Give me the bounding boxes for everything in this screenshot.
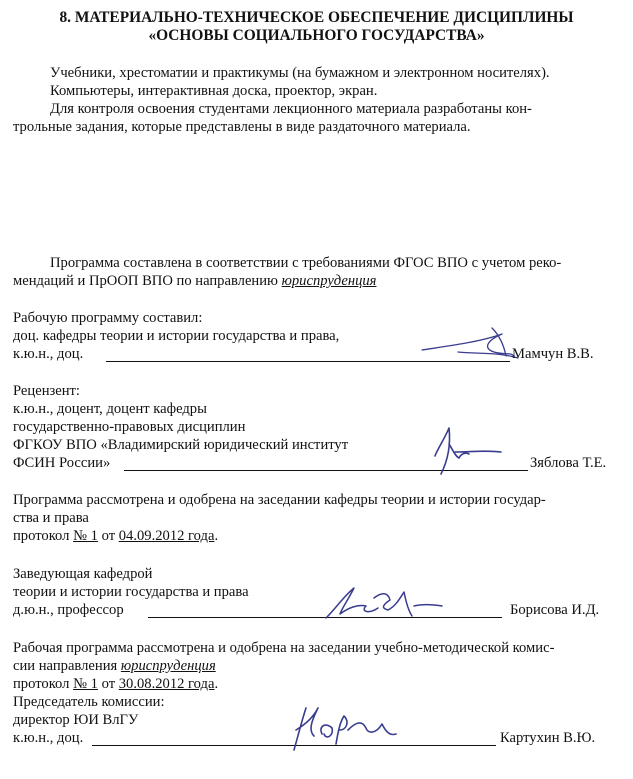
commission-line1: Рабочая программа рассмотрена и одобрена на заседании учебно-методической комис-: [13, 640, 555, 656]
head-of-department-line1: Заведующая кафедрой: [13, 566, 153, 582]
reviewer-line3: ФГКОУ ВПО «Владимирский юридический институт: [13, 437, 349, 453]
materials-paragraph-3-line2: трольные задания, которые представлены в виде раздаточного материала.: [13, 119, 471, 135]
program-direction: юриспруденция: [281, 273, 377, 289]
commission-chair-name: Картухин В.Ю.: [500, 730, 596, 746]
approval-line2: ства и права: [13, 510, 89, 526]
head-of-department-name: Борисова И.Д.: [510, 602, 600, 618]
author-degree: к.ю.н., доц.: [13, 346, 84, 362]
reviewer-line2: государственно-правовых дисциплин: [13, 419, 246, 435]
approval-protocol: протокол № 1 от 04.09.2012 года.: [13, 528, 219, 544]
section-title-line1: 8. МАТЕРИАЛЬНО-ТЕХНИЧЕСКОЕ ОБЕСПЕЧЕНИЕ ДИСЦИПЛИНЫ: [59, 9, 574, 26]
section-title-line2: «ОСНОВЫ СОЦИАЛЬНОГО ГОСУДАРСТВА»: [148, 27, 485, 44]
head-of-department-line2: теории и истории государства и права: [13, 584, 249, 600]
commission-direction: юриспруденция: [120, 658, 216, 674]
head-of-department-signature: [318, 578, 446, 626]
commission-line2: сии направления юриспруденция: [13, 658, 216, 674]
author-position: доц. кафедры теории и истории государства и права,: [13, 328, 340, 344]
commission-chair-heading: Председатель комиссии:: [13, 694, 165, 710]
program-statement-line2: мендаций и ПрООП ВПО по направлению юриспруденция: [13, 273, 377, 289]
commission-protocol: протокол № 1 от 30.08.2012 года.: [13, 676, 219, 692]
approval-protocol-date: 04.09.2012 года: [118, 528, 215, 544]
commission-chair-signature: [284, 700, 400, 760]
author-heading: Рабочую программу составил:: [13, 310, 203, 326]
approval-line1: Программа рассмотрена и одобрена на заседании кафедры теории и истории государ-: [13, 492, 546, 508]
commission-protocol-number: № 1: [73, 676, 98, 692]
reviewer-name: Зяблова Т.Е.: [530, 455, 607, 471]
materials-paragraph-2: Компьютеры, интерактивная доска, проектор, экран.: [50, 83, 378, 99]
program-statement-line1: Программа составлена в соответствии с требованиями ФГОС ВПО с учетом реко-: [50, 255, 562, 271]
reviewer-line1: к.ю.н., доцент, доцент кафедры: [13, 401, 207, 417]
reviewer-heading: Рецензент:: [13, 383, 80, 399]
reviewer-line4: ФСИН России»: [13, 455, 111, 471]
commission-protocol-date: 30.08.2012 года: [118, 676, 215, 692]
materials-paragraph-3-line1: Для контроля освоения студентами лекционного материала разработаны кон-: [50, 101, 532, 117]
reviewer-signature: [425, 422, 505, 476]
materials-paragraph-1: Учебники, хрестоматии и практикумы (на бумажном и электронном носителях).: [50, 65, 550, 81]
approval-protocol-number: № 1: [73, 528, 98, 544]
commission-chair-degree: к.ю.н., доц.: [13, 730, 84, 746]
author-name: Мамчун В.В.: [512, 346, 594, 362]
commission-chair-position: директор ЮИ ВлГУ: [13, 712, 139, 728]
head-of-department-degree: д.ю.н., профессор: [13, 602, 124, 618]
